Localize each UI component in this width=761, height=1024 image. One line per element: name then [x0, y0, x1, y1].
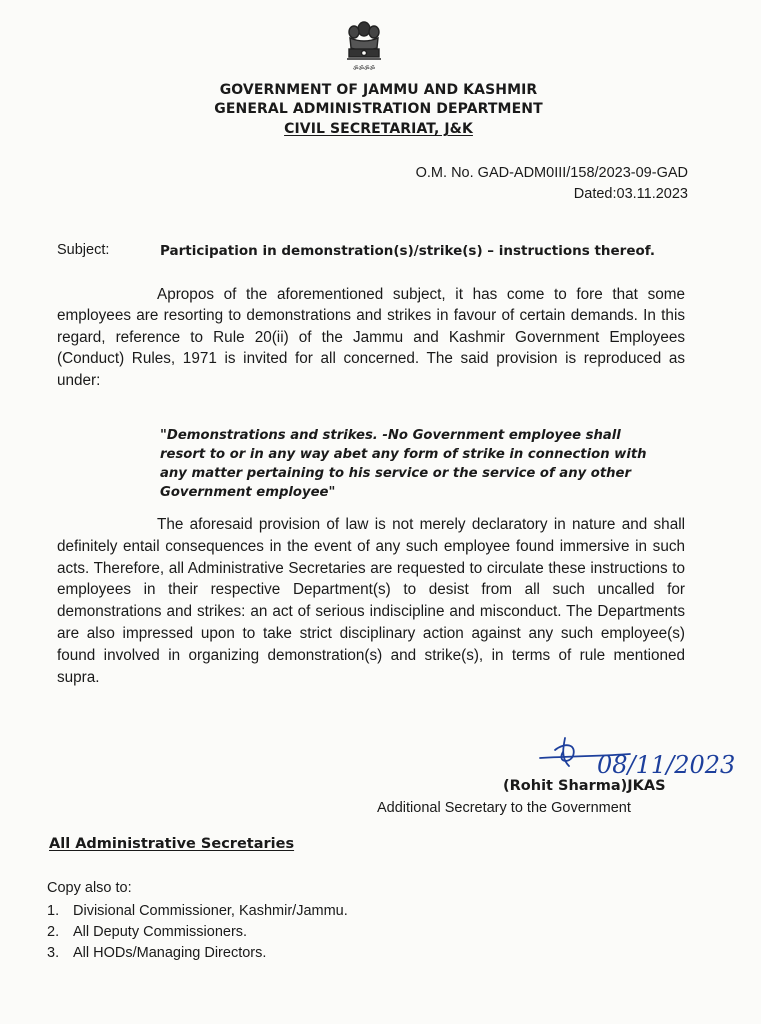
department-heading: GENERAL ADMINISTRATION DEPARTMENT: [214, 101, 543, 117]
list-item-text: All HODs/Managing Directors.: [73, 945, 267, 961]
order-date: Dated:03.11.2023: [573, 186, 688, 202]
secretariat-heading: [0, 121, 759, 137]
list-item-text: Divisional Commissioner, Kashmir/Jammu.: [73, 903, 348, 919]
signatory-name: (Rohit Sharma)JKAS: [503, 778, 666, 794]
addressee: All Administrative Secretaries: [49, 836, 295, 852]
body-paragraph-2: The aforesaid provision of law is not merely declaratory in nature and shall definitely entail consequences in the event of any such employee found immersive in such acts. Therefore, all Administrative Secretaries are requested to circulate these instructions to employees in their respective Department(s) to desist from all such uncalled for demonstrations and strikes: an act of serious indiscipline and misconduct. The Departments are also impressed upon to take strict disciplinary action against any such employee(s) found involved in organizing demonstration(s) and strike(s), in terms of rule mentioned supra.: [57, 516, 685, 686]
body-paragraph-1: Apropos of the aforementioned subject, it has come to fore that some employees are resorting to demonstrations and strikes in favour of certain demands. In this regard, reference to Rule 20(ii) of the Jammu and Kashmir Government Employees (Conduct) Rules, 1971 is invited for all concerned. The said provision is reproduced as under:: [57, 286, 685, 389]
copy-list: [47, 901, 348, 964]
list-item-text: All Deputy Commissioners.: [73, 924, 248, 940]
government-heading: GOVERNMENT OF JAMMU AND KASHMIR: [219, 82, 538, 98]
subject-label: Subject:: [57, 242, 110, 258]
copy-heading: Copy also to:: [47, 880, 132, 896]
national-emblem-icon: [341, 18, 387, 78]
handwritten-date: 08/11/2023: [597, 751, 735, 779]
list-item: [47, 901, 348, 922]
secretariat-text: CIVIL SECRETARIAT, J&K: [284, 121, 473, 137]
list-item-number: 2.: [47, 924, 60, 940]
list-item: [47, 922, 348, 943]
list-item: [47, 943, 348, 964]
svg-text:ॐॐॐॐ: ॐॐॐॐ: [353, 65, 375, 72]
list-item-number: 1.: [47, 903, 60, 919]
list-item-number: 3.: [47, 945, 60, 961]
quoted-rule: "Demonstrations and strikes. -No Government employee shall resort to or in any way abet any form of strike in connection with any matter pertaining to his service or the service of any other Government employee": [160, 428, 647, 500]
order-number: O.M. No. GAD-ADM0III/158/2023-09-GAD: [415, 165, 688, 181]
signatory-designation: Additional Secretary to the Government: [377, 800, 631, 816]
subject-text: Participation in demonstration(s)/strike(s) – instructions thereof.: [160, 243, 656, 259]
